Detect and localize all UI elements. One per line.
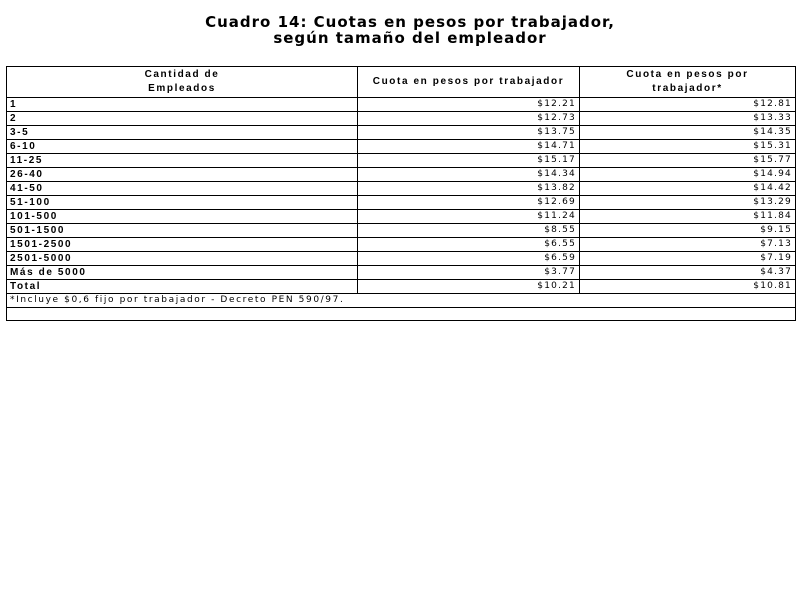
header-cuota-asterisk	[580, 67, 796, 98]
cell-cantidad: 2	[7, 112, 358, 126]
cell-cuota-asterisk: $11.84	[580, 210, 796, 224]
cell-cuota: $8.55	[358, 224, 580, 238]
table-row	[7, 196, 796, 210]
cell-cuota-asterisk: $7.13	[580, 238, 796, 252]
table-row	[7, 182, 796, 196]
cell-cuota-asterisk: $14.35	[580, 126, 796, 140]
empty-row	[7, 308, 796, 321]
cell-cantidad: 501-1500	[7, 224, 358, 238]
header-cuota	[358, 67, 580, 98]
cell-cuota-asterisk: $7.19	[580, 252, 796, 266]
table-body	[7, 98, 796, 321]
header-cantidad-line-2: Empleados	[148, 83, 216, 94]
table-row	[7, 112, 796, 126]
title-line-2: según tamaño del empleador	[273, 29, 547, 47]
empty-cell	[7, 308, 796, 321]
cell-cuota-asterisk: $15.31	[580, 140, 796, 154]
cell-cuota-asterisk: $10.81	[580, 280, 796, 294]
cell-cuota-asterisk: $14.94	[580, 168, 796, 182]
cell-cantidad: 11-25	[7, 154, 358, 168]
cell-cantidad: 2501-5000	[7, 252, 358, 266]
cell-cuota: $15.17	[358, 154, 580, 168]
cell-cuota: $13.82	[358, 182, 580, 196]
cell-cuota: $6.55	[358, 238, 580, 252]
cell-cuota-asterisk: $12.81	[580, 98, 796, 112]
cell-cuota: $13.75	[358, 126, 580, 140]
cell-cantidad: Total	[7, 280, 358, 294]
cell-cuota-asterisk: $13.33	[580, 112, 796, 126]
footnote-row	[7, 294, 796, 308]
cell-cantidad: 41-50	[7, 182, 358, 196]
cell-cuota: $11.24	[358, 210, 580, 224]
table-row	[7, 224, 796, 238]
cell-cantidad: 101-500	[7, 210, 358, 224]
cell-cantidad: 1501-2500	[7, 238, 358, 252]
header-cantidad-line-1: Cantidad de	[144, 69, 220, 80]
table-row	[7, 266, 796, 280]
title-line-1: Cuadro 14: Cuotas en pesos por trabajador,	[205, 13, 615, 31]
table-title	[0, 14, 800, 46]
cell-cuota-asterisk: $15.77	[580, 154, 796, 168]
cell-cantidad: Más de 5000	[7, 266, 358, 280]
quota-table	[6, 66, 796, 321]
header-cantidad	[7, 67, 358, 98]
table-row	[7, 140, 796, 154]
table-row	[7, 252, 796, 266]
cell-cantidad: 3-5	[7, 126, 358, 140]
cell-cuota-asterisk: $13.29	[580, 196, 796, 210]
table-row	[7, 238, 796, 252]
table-row	[7, 126, 796, 140]
cell-cuota: $10.21	[358, 280, 580, 294]
cell-cuota: $12.73	[358, 112, 580, 126]
table-row	[7, 210, 796, 224]
cell-cuota: $14.34	[358, 168, 580, 182]
cell-cuota: $6.59	[358, 252, 580, 266]
footnote: *Incluye $0,6 fijo por trabajador - Decreto PEN 590/97.	[7, 294, 796, 308]
header-cuota-label: Cuota en pesos por trabajador	[372, 76, 565, 87]
cell-cuota-asterisk: $9.15	[580, 224, 796, 238]
cell-cuota-asterisk: $4.37	[580, 266, 796, 280]
table-row	[7, 98, 796, 112]
header-cuota-asterisk-line-1: Cuota en pesos por	[626, 69, 749, 80]
cell-cuota: $14.71	[358, 140, 580, 154]
cell-cantidad: 6-10	[7, 140, 358, 154]
header-row	[7, 67, 796, 98]
table-row	[7, 168, 796, 182]
cell-cuota: $12.69	[358, 196, 580, 210]
cell-cuota: $12.21	[358, 98, 580, 112]
cell-cantidad: 51-100	[7, 196, 358, 210]
table-row	[7, 154, 796, 168]
cell-cuota: $3.77	[358, 266, 580, 280]
cell-cantidad: 1	[7, 98, 358, 112]
header-cuota-asterisk-line-2: trabajador*	[652, 83, 723, 94]
table-row-total	[7, 280, 796, 294]
cell-cantidad: 26-40	[7, 168, 358, 182]
cell-cuota-asterisk: $14.42	[580, 182, 796, 196]
